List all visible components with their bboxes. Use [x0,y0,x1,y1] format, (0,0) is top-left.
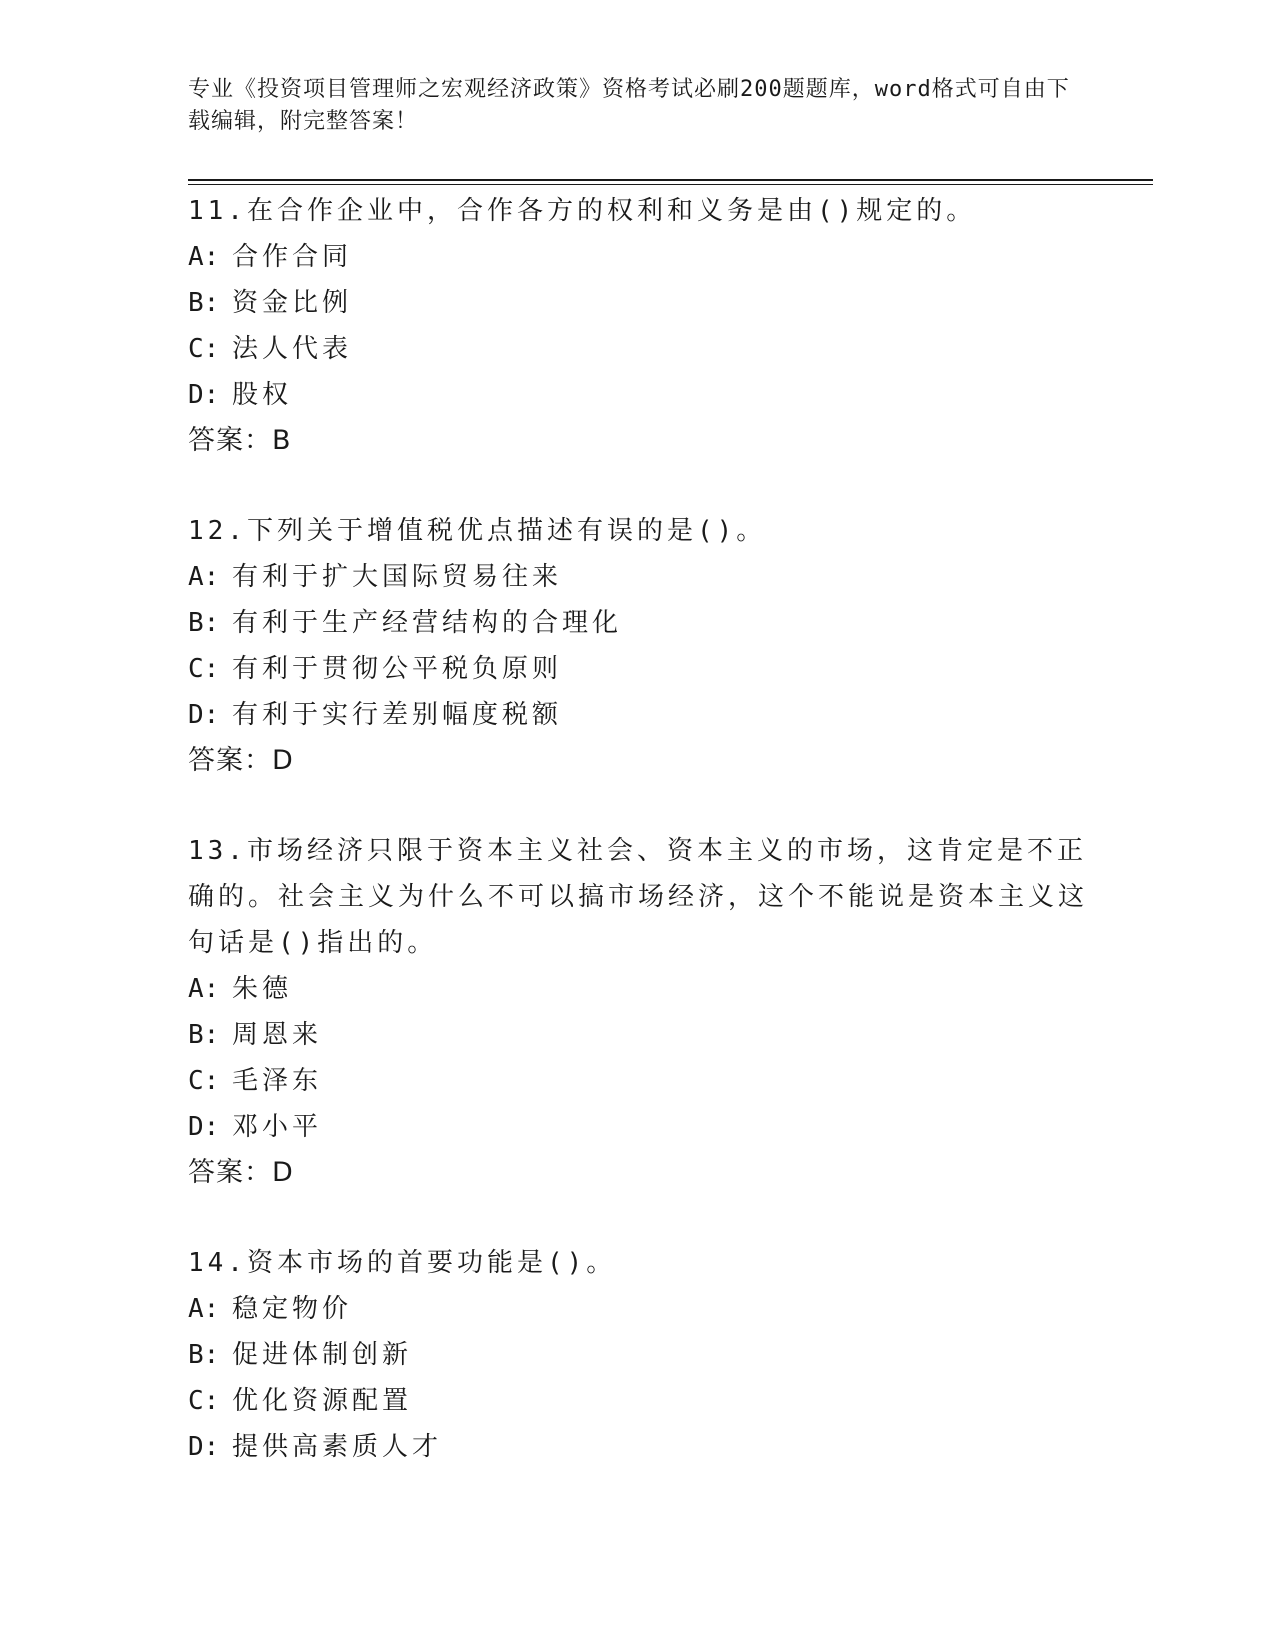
option-key: D: [188,380,220,410]
option-a [188,554,1088,600]
option-text: 促进体制创新 [232,1340,413,1370]
option-text: 有利于实行差别幅度税额 [232,700,563,730]
option-d [188,692,1088,738]
option-text: 稳定物价 [232,1294,353,1324]
question-stem: 12.下列关于增值税优点描述有误的是()。 [188,516,767,546]
option-text: 朱德 [232,974,293,1004]
option-b [188,1012,1088,1058]
option-key: A: [188,1294,220,1324]
option-key: D: [188,700,220,730]
option-c [188,646,1088,692]
option-key: B: [188,608,220,638]
question-stem: 14.资本市场的首要功能是()。 [188,1248,617,1278]
question-12 [188,508,1088,784]
option-text: 提供高素质人才 [232,1432,443,1462]
option-b [188,600,1088,646]
option-key: B: [188,1020,220,1050]
option-key: A: [188,242,220,272]
question-spacer [188,464,1088,508]
option-key: C: [188,334,220,364]
option-text: 周恩来 [232,1020,323,1050]
option-text: 有利于扩大国际贸易往来 [232,562,563,592]
answer-line: 答案：B [188,425,292,456]
option-c [188,1378,1088,1424]
option-a [188,234,1088,280]
option-d [188,1424,1088,1470]
answer-line: 答案：D [188,1157,294,1188]
option-text: 合作合同 [232,242,353,272]
question-14 [188,1240,1088,1470]
question-spacer [188,784,1088,828]
option-text: 资金比例 [232,288,353,318]
option-b [188,280,1088,326]
option-text: 股权 [232,380,293,410]
option-a [188,1286,1088,1332]
option-text: 邓小平 [232,1112,323,1142]
option-key: D: [188,1112,220,1142]
question-stem: 11.在合作企业中，合作各方的权利和义务是由()规定的。 [188,196,977,226]
option-key: B: [188,1340,220,1370]
option-text: 毛泽东 [232,1066,323,1096]
option-d [188,1104,1088,1150]
question-list [188,188,1088,1470]
option-a [188,966,1088,1012]
option-key: C: [188,654,220,684]
answer-line: 答案：D [188,745,294,776]
option-key: D: [188,1432,220,1462]
option-d [188,372,1088,418]
option-key: C: [188,1066,220,1096]
option-text: 法人代表 [232,334,353,364]
question-spacer [188,1196,1088,1240]
option-text: 有利于生产经营结构的合理化 [232,608,623,638]
option-key: B: [188,288,220,318]
option-text: 优化资源配置 [232,1386,413,1416]
option-c [188,1058,1088,1104]
header-divider-thick [188,179,1153,181]
header-divider-thin [188,184,1153,185]
question-stem: 13.市场经济只限于资本主义社会、资本主义的市场，这肯定是不正确的。社会主义为什么不可以搞市场经济，这个不能说是资本主义这句话是()指出的。 [188,836,1089,958]
option-key: A: [188,562,220,592]
option-key: A: [188,974,220,1004]
option-b [188,1332,1088,1378]
option-c [188,326,1088,372]
question-11 [188,188,1088,464]
option-text: 有利于贯彻公平税负原则 [232,654,563,684]
question-13 [188,828,1088,1196]
document-header: 专业《投资项目管理师之宏观经济政策》资格考试必刷200题题库，word格式可自由下载编辑，附完整答案！ [188,77,1070,134]
option-key: C: [188,1386,220,1416]
